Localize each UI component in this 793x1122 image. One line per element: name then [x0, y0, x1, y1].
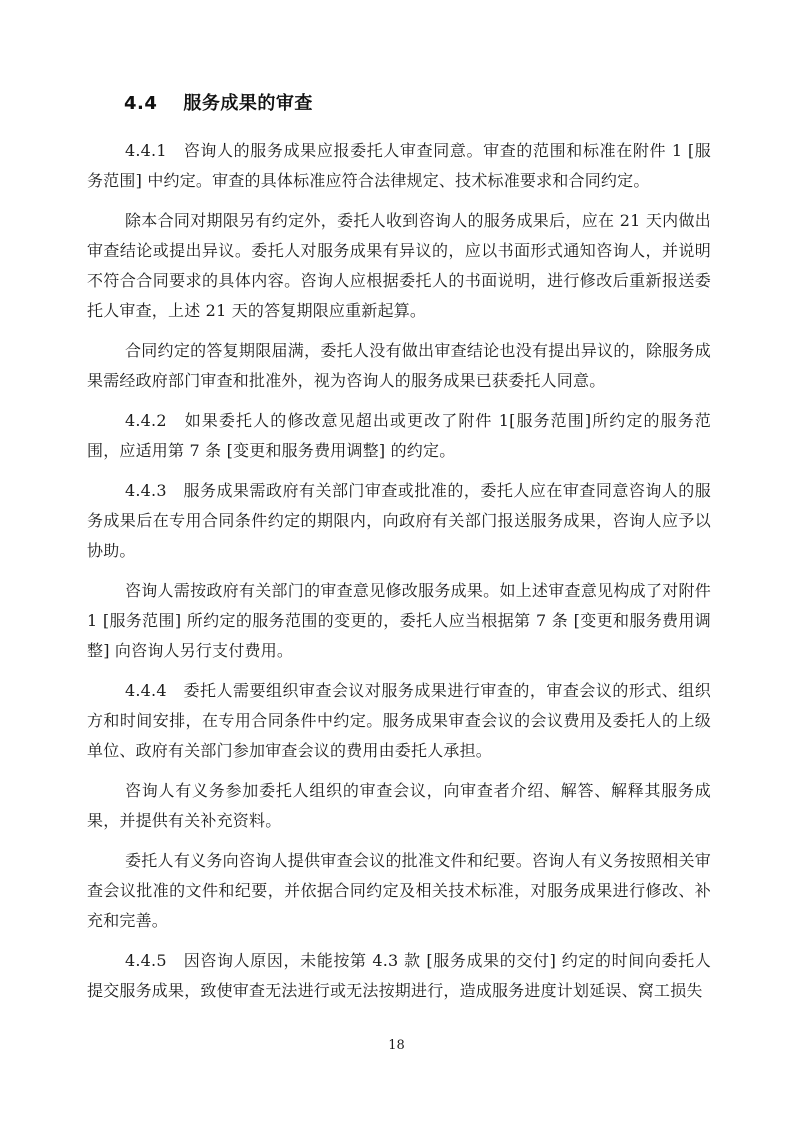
clause-4-4-1: 4.4.1 咨询人的服务成果应报委托人审查同意。审查的范围和标准在附件 1 [服务范围] 中约定。审查的具体标准应符合法律规定、技术标准要求和合同约定。: [87, 141, 711, 190]
section-number: 4.4: [124, 93, 158, 114]
clause-4-4-5: 4.4.5 因咨询人原因，未能按第 4.3 款 [服务成果的交付] 约定的时间向委托人提交服务成果，致使审查无法进行或无法按期进行，造成服务进度计划延误、窝工损失: [87, 951, 711, 1000]
section-body: [87, 136, 711, 1006]
clause-4-4-4-para-3: 委托人有义务向咨询人提供审查会议的批准文件和纪要。咨询人有义务按照相关审查会议批准的文件和纪要，并依据合同约定及相关技术标准，对服务成果进行修改、补充和完善。: [87, 851, 711, 930]
clause-4-4-1-para-3: 合同约定的答复期限届满，委托人没有做出审查结论也没有提出异议的，除服务成果需经政府部门审查和批准外，视为咨询人的服务成果已获委托人同意。: [87, 341, 711, 390]
section-title: 服务成果的审查: [183, 93, 313, 114]
clause-4-4-2: 4.4.2 如果委托人的修改意见超出或更改了附件 1[服务范围]所约定的服务范围，应适用第 7 条 [变更和服务费用调整] 的约定。: [87, 411, 711, 460]
clause-4-4-4-para-2: 咨询人有义务参加委托人组织的审查会议，向审查者介绍、解答、解释其服务成果，并提供有关补充资料。: [87, 781, 711, 830]
page-number: 18: [388, 1038, 405, 1053]
section-heading: [87, 92, 711, 116]
clause-4-4-4: 4.4.4 委托人需要组织审查会议对服务成果进行审查的，审查会议的形式、组织方和时间安排，在专用合同条件中约定。服务成果审查会议的会议费用及委托人的上级单位、政府有关部门参加审查会议的费用由委托人承担。: [87, 681, 711, 760]
page-content: [87, 92, 711, 1016]
clause-4-4-3-para-2: 咨询人需按政府有关部门的审查意见修改服务成果。如上述审查意见构成了对附件 1 [服务范围] 所约定的服务范围的变更的，委托人应当根据第 7 条 [变更和服务费用调整] 向咨询人另行支付费用。: [87, 581, 711, 660]
clause-4-4-1-para-2: 除本合同对期限另有约定外，委托人收到咨询人的服务成果后，应在 21 天内做出审查结论或提出异议。委托人对服务成果有异议的，应以书面形式通知咨询人，并说明不符合合同要求的具体内容。咨询人应根据委托人的书面说明，进行修改后重新报送委托人审查，上述 21 天的答复期限应重新起算。: [87, 211, 711, 320]
clause-4-4-3: 4.4.3 服务成果需政府有关部门审查或批准的，委托人应在审查同意咨询人的服务成果后在专用合同条件约定的期限内，向政府有关部门报送服务成果，咨询人应予以协助。: [87, 481, 711, 560]
